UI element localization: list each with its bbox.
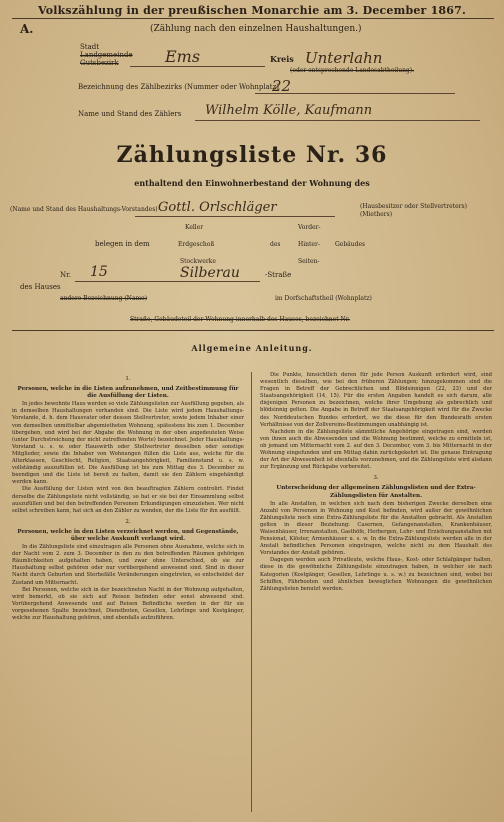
counter-line [195, 120, 480, 121]
form-title-sub: enthaltend den Einwohnerbestand der Wohnung des [134, 178, 370, 188]
street-value: Silberau [180, 265, 240, 281]
footer-line: Straße, Gebäudeteil der Wohnung innerhalb des Hauses, bezeichnet Nr. [130, 316, 350, 323]
district-value: 22 [272, 77, 292, 95]
place-label-landgemeinde: Landgemeinde [80, 51, 133, 59]
place-name-value: Ems [165, 47, 201, 66]
section-3-title: Unterscheidung der allgemeinen Zählungslisten und der Extra-Zählungslisten für Anstalten. [276, 485, 476, 499]
place-label-stadt: Stadt [80, 43, 100, 51]
strasse-label: -Straße [265, 271, 292, 279]
form-subheader: (Zählung nach den einzelnen Haushaltungen.) [150, 24, 362, 34]
head-label: (Name und Stand des Haushaltungs-Vorstandes) [10, 206, 158, 213]
kreis-suffix: (oder entsprechende Landesabtheilung). [290, 67, 415, 74]
position-seiten: Seiten- [298, 258, 320, 265]
place-type-labels [80, 43, 133, 67]
section-3-paragraph-1: In alle Anstalten, in welchen sich nach dem bisherigen Zwecke derselben eine Anzahl von Personen in Wohnung und Kost befinden, wird außer der gewöhnlichen Zählungsliste noch eine Extra-Zählungsliste für die Anstalten gebracht. Als Anstalten gelten in dieser Beziehung: Casernen, Gefangenanstalten, Krankenhäuser, Waisenhäuser, Irrenanstalten, Gasthöfe, Herbergen, Lehr- und Erziehungsanstalten mit Pensionat, Klöster, Armenhäuser u. s. w. In die Extra-Zählungsliste werden alle in der Anstalt befindlichen Personen eingetragen, welche nicht zu dem Haushalt des Vorstandes der Anstalt gehören. [260, 500, 492, 557]
position-hinter: Hinter- [298, 241, 320, 248]
section-2-title: Personen, welche in den Listen verzeichnet werden, und Gegenstände, über welche Auskunft verlangt wird. [17, 528, 239, 542]
counter-label: Name und Stand des Zählers [78, 110, 182, 118]
section-3-paragraph-2: Dagegen werden auch Privatleute, welche Haus-, Kost- oder Schlafgänger halten, diese in die gewöhnliche Zählungsliste einzutragen haben, in welcher sie nach Kategorien (Kostgänger, Gesellen, Lehrlinge u. s. w.) zu bezeichnen sind, wobei bei Schiffen, Fährbooten und ähnlichen beweglichen Wohnungen die gewöhnlichen Zählungslisten benutzt werden. [260, 557, 492, 592]
header-rule [12, 18, 494, 19]
section-2-right-paragraph-2: Nachdem in die Zählungsliste sämmtliche Angehörige eingetragen sind, werden von ihnen auch die Abwesenden und die Wohnung bestimmt, welche zu ermitteln ist, ob jemand um Mitternacht vom 2. auf den 3. December, vom 3. bis Mitternacht in der Wohnung eingefunden und um Mittag dahin zurückgekehrt ist. Die genaue Eintragung der Art der Abwesenheit ist ebenfalls vorzunehmen, und die Zählungsliste wird alsdann zur Ergänzung und Rückgabe vorbereitet. [260, 428, 492, 471]
instructions-right-column [260, 372, 492, 593]
floor-erdgeschoss: Erdgeschoß [178, 241, 215, 248]
district-line [255, 93, 455, 94]
section-2-paragraph-2: Bei Personen, welche sich in der bezeichneten Nacht in der Wohnung aufgehalten, wird bemerkt, ob sie sich auf Reisen befinden oder sonst abwesend sind. Vorübergehend Anwesende und auf Reisen Befindliche werden in der für sie vorgesehenen Spalte bezeichnet, Dienstboten, Gesellen, Lehrlinge und Kostgänger, welche zur Haushaltung gehören, sind ebenfalls aufzuführen. [12, 586, 244, 621]
section-2-paragraph-1: In die Zählungsliste sind einzutragen alle Personen ohne Ausnahme, welche sich in der Nacht vom 2. zum 3. December in den zu den betreffenden Räumen gehörigen Räumlichkeiten aufgehalten haben, und zwar ohne Unterschied, ob sie zur Haushaltung selbst gehören oder nur vorübergehend anwesend sind. Sind in dieser Nacht durch Geburten und Sterbefälle Veränderungen eingetreten, so entscheidet der Zustand um Mitternacht. [12, 544, 244, 586]
other-designation: andere Bezeichnung (Name) [60, 295, 148, 302]
section-3-number: 3. [373, 475, 379, 482]
floor-keller: Keller [185, 224, 204, 231]
nr-value: 15 [90, 264, 108, 280]
nr-label: Nr. [60, 271, 71, 279]
hauses-label: des Hauses [20, 283, 61, 291]
position-vorder: Vorder- [298, 224, 321, 231]
section-1-number: 1. [125, 376, 131, 382]
section-1-paragraph-2: Die Ausfüllung der Listen wird von den beauftragten Zählern controlirt. Findet derselbe die Zählungsliste nicht vollständig, so hat er sie bei der Einsammlung selbst auszufüllen und bei den betreffenden Personen Erkundigungen einzuziehen. Wer nicht selbst schreiben kann, hat sich an den Zähler zu wenden, der die Liste für ihn ausfüllt. [12, 486, 244, 514]
instructions-title: Allgemeine Anleitung. [191, 343, 313, 353]
gebaeude-label: Gebäudes [335, 241, 366, 248]
kreis-value: Unterlahn [305, 49, 383, 67]
floor-stockwerke: Stockwerke [180, 258, 216, 265]
district-label: Bezeichnung des Zählbezirks (Nummer oder Wohnplatz) [78, 83, 280, 91]
kreis-label: Kreis [270, 54, 294, 64]
instructions-rule [12, 330, 494, 331]
section-1-title: Personen, welche in die Listen aufzunehmen, und Zeitbestimmung für die Ausfüllung der Listen. [17, 386, 239, 400]
section-1-paragraph-1: In jedes bewohnte Haus werden so viele Zählungslisten zur Ausfüllung gegeben, als in demselben Haushaltungen vorhanden sind. Die Liste wird jedem Haushaltungs-Vorstande, d. h. dem Hausvater oder dessen Stellvertreter, sowie jedem Inhaber einer von demselben unmittelbar abgemietheten Wohnung, spätestens bis zum 1. December übergeben, und wird bei der Abgabe die Wohnung in der oben angedeuteten Weise (unter Durchstreichung der nicht zutreffenden Worte) bezeichnet. Jeder Haushaltungs-Vorstand u. s. w. oder Hauswirth oder Stellvertreter desselben oder sonstige Mitglieder, sowie die Inhaber von Wohnungen füllen die Liste aus, welche für die Alterklassen, Geschlecht, Religion, Staatsangehörigkeit, Familienstand u. s. w. vollständig auszufüllen ist. Die Ausfüllung ist bis zum Mittag des 3. December zu beendigen und die Liste ist bereit zu halten, damit sie den Zählern eingehändigt werden kann. [12, 401, 244, 486]
place-name-line [130, 66, 265, 67]
form-title: Zählungsliste Nr. 36 [116, 142, 388, 168]
instructions-left-column [12, 372, 244, 622]
street-line [75, 281, 260, 282]
des-label: des [270, 241, 281, 248]
column-divider [251, 372, 252, 812]
place-label-gutsbezirk: Gutsbezirk [80, 59, 119, 67]
wohnplatz-label: im Dorfschaftstheil (Wohnplatz) [275, 295, 372, 302]
head-value: Gottl. Orlschläger [158, 200, 277, 215]
section-2-right-paragraph: Die Punkte, hinsichtlich deren für jede Person Auskunft erfordert wird, sind wesentlich dieselben, wie bei den früheren Zählungen; hinzugekommen sind die Fragen in Betreff der Gebrechlichen und Blödsinnigen (22, 23) und der Staatsangehörigkeit (14, 15). Für die ersten Angaben handelt es sich darum, alle diejenigen Personen zu bezeichnen, welche ihrer Umgebung als gebrechlich und blödsinnig gelten. Die Angabe in Betreff der Staatsangehörigkeit wird für die Zwecke des Norddeutschen Bundes erfordert, wo die diese für den Bundesrath ersten Verhältnisse von der Zollvereins-Bestimmungen unabhängig ist. [260, 372, 492, 428]
form-header: Volkszählung in der preußischen Monarchie am 3. December 1867. [37, 4, 467, 17]
section-2-number: 2. [125, 518, 131, 525]
head-line [135, 216, 335, 217]
belegen-label: belegen in dem [95, 240, 150, 248]
owner-label: (Hausbesitzer oder Stellvertreters) (Miethers) [360, 203, 467, 218]
form-letter: A. [20, 22, 34, 36]
counter-value: Wilhelm Kölle, Kaufmann [205, 103, 373, 118]
